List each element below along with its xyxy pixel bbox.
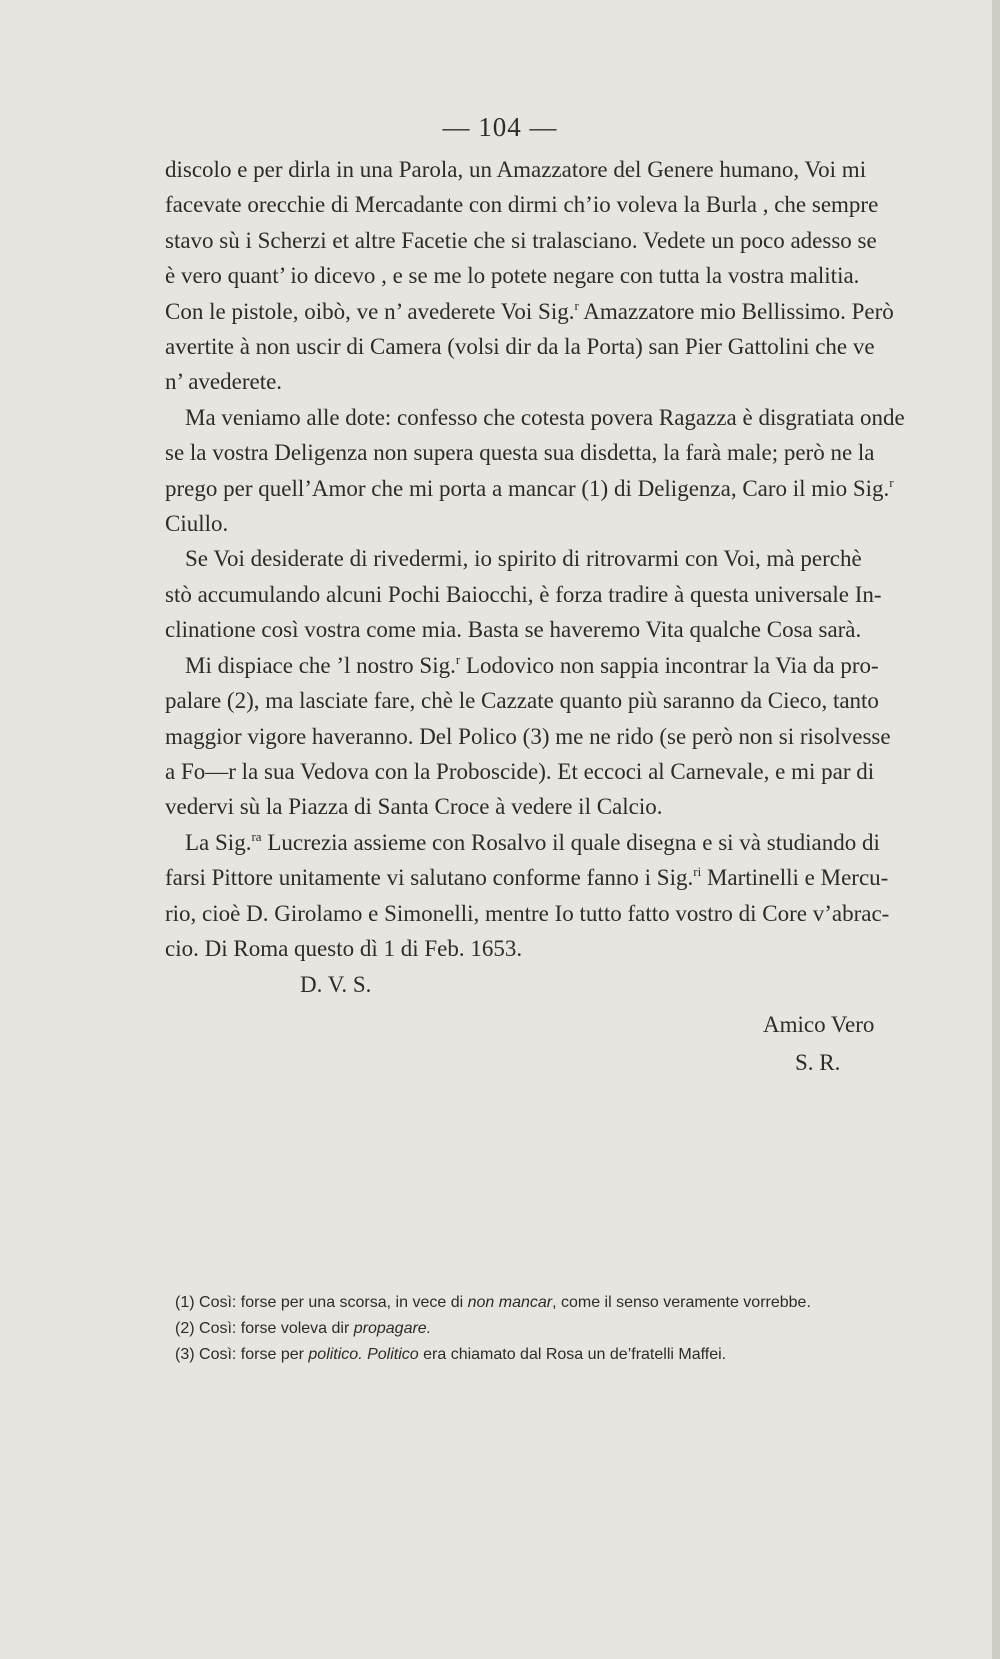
footnote-text: Così: forse per una scorsa, in vece di (199, 1294, 468, 1311)
footnote-3 (175, 1342, 965, 1368)
text-line: Ma veniamo alle dote: confesso che cotesta povera Ragazza è disgratiata onde (185, 404, 905, 430)
text-line: Ciullo. (165, 511, 229, 537)
text-span: Martinelli e Mercu- (701, 865, 889, 891)
paragraph-4 (165, 648, 955, 825)
footnote-italic: non mancar (467, 1294, 553, 1311)
footnote-text: Così: forse voleva dir (199, 1320, 354, 1337)
text-span: Con le pistole, oibò, ve n’ avederete Voi Sig. (165, 298, 575, 324)
text-line (165, 299, 894, 324)
text-line (165, 476, 894, 501)
footnote-2 (175, 1316, 965, 1342)
text-span: La Sig. (185, 829, 252, 855)
footnote-mark: (2) (175, 1320, 195, 1337)
text-line (185, 830, 880, 855)
footnote-mark: (3) (175, 1346, 195, 1363)
footnote-italic: propagare. (353, 1320, 432, 1337)
text-line: cio. Di Roma questo dì 1 di Feb. 1653. (165, 935, 523, 961)
text-span: prego per quell’Amor che mi porta a mancar (1) di Deligenza, Caro il mio Sig. (165, 475, 890, 501)
text-line: stò accumulando alcuni Pochi Baiocchi, è forza tradire à questa universale In- (165, 581, 882, 607)
paragraph-2 (165, 400, 955, 542)
text-line: se la vostra Deligenza non supera questa sua disdetta, la farà male; però ne la (165, 440, 875, 466)
footnote-text: Così: forse per (199, 1346, 309, 1363)
superscript: ri (693, 864, 702, 880)
text-span: Lucrezia assieme con Rosalvo il quale disegna e si và studiando di (261, 829, 880, 855)
text-line: rio, cioè D. Girolamo e Simonelli, mentre Io tutto fatto vostro di Core v’abrac- (165, 900, 890, 926)
footnote-italic: politico. Politico (308, 1346, 419, 1363)
superscript: r (889, 474, 894, 490)
footnote-text: , come il senso veramente vorrebbe. (552, 1294, 811, 1311)
text-span: Amazzatore mio Bellissimo. Però (578, 298, 894, 324)
text-line: Se Voi desiderate di rivedermi, io spirito di ritrovarmi con Voi, mà perchè (185, 546, 862, 572)
text-line: vedervi sù la Piazza di Santa Croce à vedere il Calcio. (165, 794, 663, 820)
text-line (185, 653, 879, 678)
footnotes (175, 1290, 965, 1368)
text-span: Mi dispiace che ’l nostro Sig. (185, 652, 456, 678)
footnote-text: era chiamato dal Rosa un de’fratelli Maffei. (418, 1346, 727, 1363)
superscript: r (455, 651, 461, 667)
text-span: farsi Pittore unitamente vi salutano conforme fanno i Sig. (165, 865, 694, 891)
text-line: clinatione così vostra come mia. Basta se haveremo Vita qualche Cosa sarà. (165, 617, 862, 643)
paragraph-1 (165, 152, 955, 400)
closing-formula: D. V. S. (300, 972, 372, 997)
text-line: stavo sù i Scherzi et altre Facetie che si tralasciano. Vedete un poco adesso se (165, 227, 877, 253)
superscript: ra (251, 828, 262, 844)
text-line: maggior vigore haveranno. Del Polico (3) me ne rido (se però non si risolvesse (165, 723, 891, 749)
signature-initials: S. R. (795, 1050, 841, 1075)
text-line: è vero quant’ io dicevo , e se me lo potete negare con tutta la vostra malitia. (165, 263, 860, 289)
paragraph-5 (165, 825, 955, 967)
text-line: facevate orecchie di Mercadante con dirmi ch’io voleva la Burla , che sempre (165, 192, 879, 218)
signature-line-1: Amico Vero (763, 1012, 875, 1037)
superscript: r (574, 297, 579, 313)
text-line: avertite à non uscir di Camera (volsi dir da la Porta) san Pier Gattolini che ve (165, 334, 875, 360)
text-line: palare (2), ma lasciate fare, chè le Cazzate quanto più saranno da Cieco, tanto (165, 688, 879, 714)
letter-body (165, 152, 955, 966)
text-line: discolo e per dirla in una Parola, un Amazzatore del Genere humano, Voi mi (165, 157, 867, 182)
page-number: — 104 — (442, 112, 558, 142)
text-span: Lodovico non sappia incontrar la Via da pro- (460, 652, 879, 678)
footnote-mark: (1) (175, 1294, 195, 1311)
text-line (165, 865, 888, 890)
text-line: a Fo—r la sua Vedova con la Proboscide). Et eccoci al Carnevale, e mi par di (165, 758, 875, 784)
page-edge (992, 0, 1000, 1659)
footnote-1 (175, 1290, 965, 1316)
paragraph-3 (165, 541, 955, 647)
text-line: n’ avederete. (165, 369, 283, 395)
